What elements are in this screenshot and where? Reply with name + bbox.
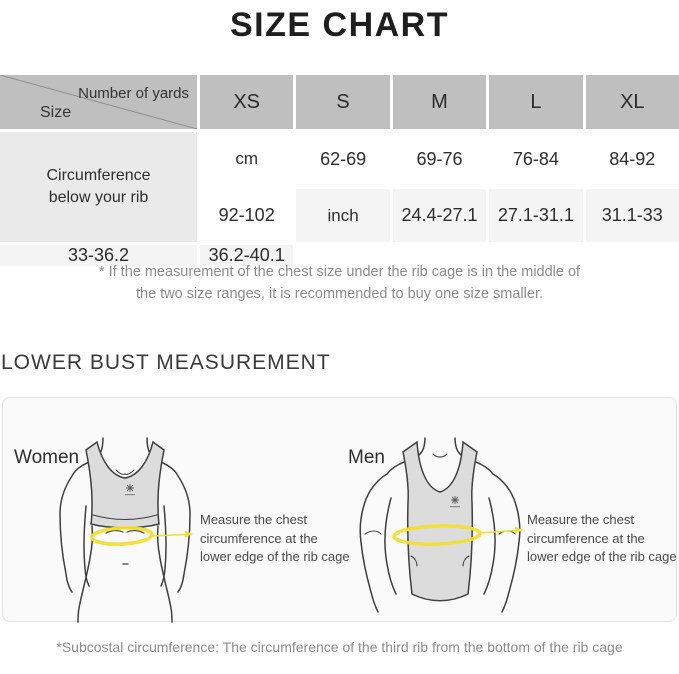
- men-figure-illustration: [345, 436, 535, 622]
- men-left-bicep-line: [365, 531, 381, 534]
- size-header-xs: XS: [200, 75, 293, 129]
- value-cell-inch-xs: 24.4-27.1: [393, 189, 486, 242]
- women-clavicle-left: [116, 470, 125, 474]
- men-annotation-line2: circumference at the: [527, 530, 645, 546]
- unit-cell-inch: inch: [296, 189, 389, 242]
- women-annotation-line1: Measure the chest: [200, 512, 307, 527]
- value-cell-inch-s: 27.1-31.1: [489, 189, 582, 242]
- size-note: [0, 261, 679, 305]
- value-cell-cm-m: 76-84: [489, 132, 582, 186]
- value-cell-cm-xs: 62-69: [296, 132, 389, 186]
- tank-top-shape: [403, 442, 477, 601]
- size-table: [0, 75, 679, 266]
- women-label: Women: [14, 447, 80, 468]
- women-annotation: [200, 511, 350, 567]
- value-cell-inch-l: 33-36.2: [0, 245, 197, 266]
- size-header-m: M: [393, 75, 486, 129]
- value-cell-cm-xl: 92-102: [200, 189, 293, 242]
- men-right-inner-arm: [484, 498, 495, 594]
- women-rib-line-right: [127, 531, 144, 533]
- size-note-line2: the two size ranges, it is recommended to buy one size smaller.: [136, 286, 543, 302]
- women-clavicle-right: [125, 470, 134, 474]
- women-measurement-ellipse: [92, 526, 153, 545]
- women-annotation-line2: circumference at the: [200, 530, 318, 546]
- value-cell-cm-l: 84-92: [586, 132, 679, 186]
- size-note-line1: * If the measurement of the chest size under the rib cage is in the middle of: [98, 264, 581, 280]
- corner-bottom-label: Size: [40, 104, 72, 121]
- value-cell-cm-s: 69-76: [393, 132, 486, 186]
- men-neck-hollow: [433, 454, 447, 457]
- footnote-text: *Subcostal circumference: The circumference of the third rib from the bottom of the rib cage: [56, 639, 623, 655]
- size-header-xl: XL: [586, 75, 679, 129]
- men-left-inner-arm: [385, 498, 396, 594]
- table-corner-cell: [0, 75, 197, 129]
- corner-top-label: Number of yards: [78, 85, 189, 102]
- men-annotation: [527, 511, 677, 567]
- women-figure-illustration: [50, 436, 205, 622]
- sports-bra-shape: [86, 442, 164, 528]
- women-measurement-arrow: [150, 531, 193, 538]
- row-header-cell: [0, 132, 197, 242]
- women-annotation-line3: lower edge of the rib cage: [200, 549, 350, 564]
- page-title: SIZE CHART: [230, 6, 449, 44]
- unit-cell-cm: cm: [200, 132, 293, 186]
- diagonal-divider-line: [0, 75, 197, 129]
- men-label: Men: [348, 447, 385, 468]
- value-cell-inch-xl: 36.2-40.1: [200, 245, 293, 266]
- section-heading: LOWER BUST MEASUREMENT: [1, 351, 331, 374]
- men-annotation-line3: lower edge of the rib cage: [527, 549, 677, 564]
- size-header-s: S: [296, 75, 389, 129]
- row-header-label: Circumference below your rib: [46, 167, 151, 206]
- men-annotation-line1: Measure the chest: [527, 512, 634, 527]
- value-cell-inch-m: 31.1-33: [586, 189, 679, 242]
- size-header-l: L: [489, 75, 582, 129]
